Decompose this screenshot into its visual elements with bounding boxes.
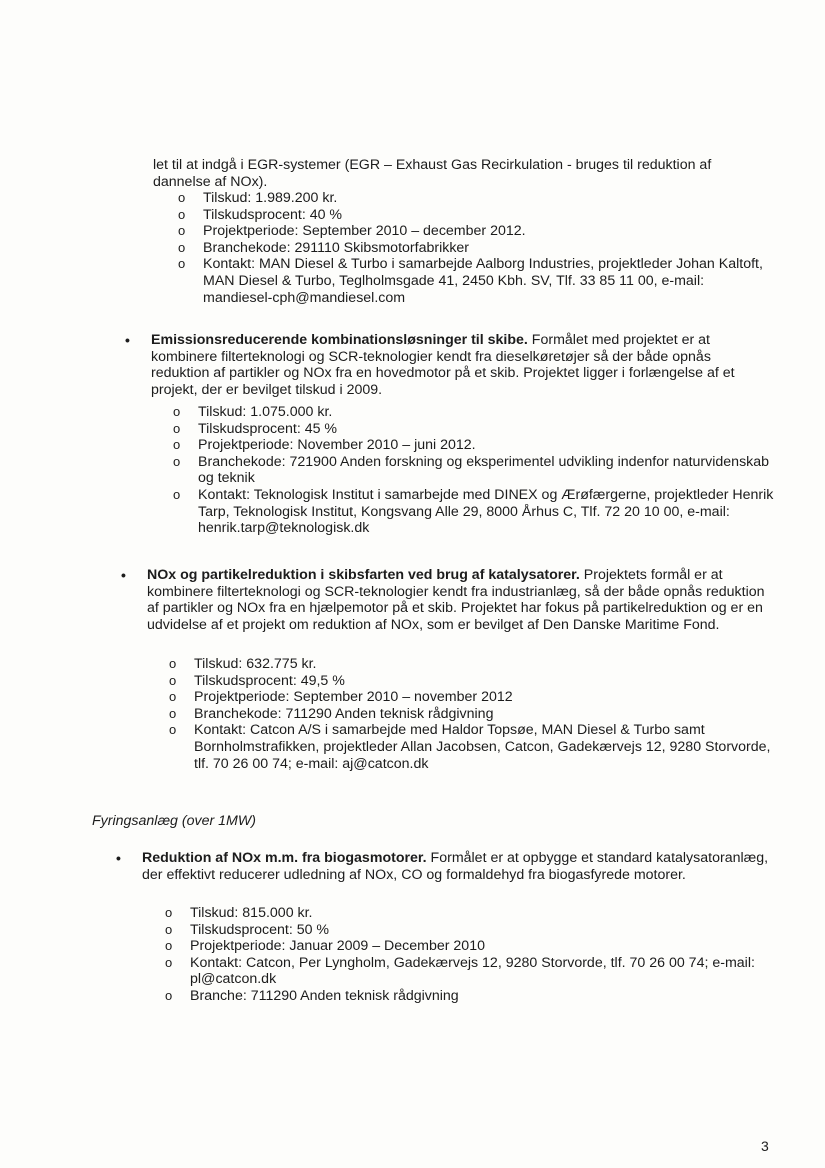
list-item: o Tilskudsprocent: 50 % (190, 922, 774, 939)
bullet-icon: • (116, 850, 121, 866)
list-item: o Tilskudsprocent: 49,5 % (194, 673, 774, 690)
list-item: o Projektperiode: September 2010 – december 2012. (203, 223, 773, 240)
bullet-icon: • (121, 567, 126, 583)
intro-text: let til at indgå i EGR-systemer (EGR – Exhaust Gas Recirkulation - bruges til reduktion af dannelse af NOx). (153, 157, 712, 190)
project-details-list (198, 404, 774, 537)
list-item: o Branche: 711290 Anden teknisk rådgivning (190, 988, 774, 1005)
project-title: NOx og partikelreduktion i skibsfarten ved brug af katalysatorer. (147, 567, 580, 583)
intro-details-list (203, 190, 773, 306)
list-item: o Branchekode: 721900 Anden forskning og eksperimentel udvikling indenfor naturvidenskab og teknik (198, 454, 774, 487)
list-item: o Tilskud: 1.989.200 kr. (203, 190, 773, 207)
project-details-list (190, 905, 774, 1005)
project-description: Formålet er at opbygge et standard katalysatoranlæg, der effektivt reducerer udledning af NOx, CO og formaldehyd fra biogasfyrede motorer. (142, 850, 769, 883)
list-item: o Branchekode: 711290 Anden teknisk rådgivning (194, 706, 774, 723)
list-item: o Projektperiode: Januar 2009 – December 2010 (190, 938, 774, 955)
list-item: o Tilskud: 632.775 kr. (194, 656, 774, 673)
project-emission-reduction (125, 332, 765, 398)
list-item: o Tilskudsprocent: 40 % (203, 207, 773, 224)
list-item: o Kontakt: Teknologisk Institut i samarbejde med DINEX og Ærøfærgerne, projektleder Henrik Tarp, Teknologisk Institut, Kongsvang Alle 29, 8000 Århus C, Tlf. 72 20 10 00, e-mail: henrik.tarp@teknologisk.dk (198, 487, 774, 537)
list-item: o Kontakt: Catcon, Per Lyngholm, Gadekærvejs 12, 9280 Storvorde, tlf. 70 26 00 74; e-mail: pl@catcon.dk (190, 955, 774, 988)
bullet-icon: • (125, 332, 130, 348)
list-item: o Tilskud: 815.000 kr. (190, 905, 774, 922)
project-title: Emissionsreducerende kombinationsløsninger til skibe. (151, 332, 528, 348)
section-heading: Fyringsanlæg (over 1MW) (92, 813, 256, 829)
list-item: o Kontakt: MAN Diesel & Turbo i samarbejde Aalborg Industries, projektleder Johan Kaltoft, MAN Diesel & Turbo, Teglholmsgade 41, 2450 Kbh. SV, Tlf. 33 85 11 00, e-mail: mandiesel-cph@mandiesel.com (203, 256, 773, 306)
project-title: Reduktion af NOx m.m. fra biogasmotorer. (142, 850, 427, 866)
list-item: o Projektperiode: November 2010 – juni 2012. (198, 437, 774, 454)
project-details-list (194, 656, 774, 772)
list-item: o Branchekode: 291110 Skibsmotorfabrikker (203, 240, 773, 257)
project-description: Formålet med projektet er at kombinere filterteknologi og SCR-teknologier kendt fra dieselkøretøjer så der både opnås reduktion af partikler og NOx fra en hovedmotor på et skib. Projektet ligger i forlængelse af et projekt, der er bevilget tilskud i 2009. (151, 332, 735, 398)
project-biogas-engines (116, 850, 772, 883)
list-item: o Projektperiode: September 2010 – november 2012 (194, 689, 774, 706)
list-item: o Tilskudsprocent: 45 % (198, 421, 774, 438)
page-number: 3 (761, 1138, 769, 1154)
project-description: Projektets formål er at kombinere filterteknologi og SCR-teknologier kendt fra industrianlæg, så der både opnås reduktion af partikler og NOx fra en hjælpemotor på et skib. Projektet har fokus på partikelreduktion og er en udvidelse af et projekt om reduktion af NOx, som er bevilget af Den Danske Maritime Fond. (147, 567, 765, 633)
list-item: o Tilskud: 1.075.000 kr. (198, 404, 774, 421)
project-nox-particle-reduction (121, 567, 771, 633)
list-item: o Kontakt: Catcon A/S i samarbejde med Haldor Topsøe, MAN Diesel & Turbo samt Bornholmstrafikken, projektleder Allan Jacobsen, Catcon, Gadekærvejs 12, 9280 Storvorde, tlf. 70 26 00 74; e-mail: aj@catcon.dk (194, 722, 774, 772)
